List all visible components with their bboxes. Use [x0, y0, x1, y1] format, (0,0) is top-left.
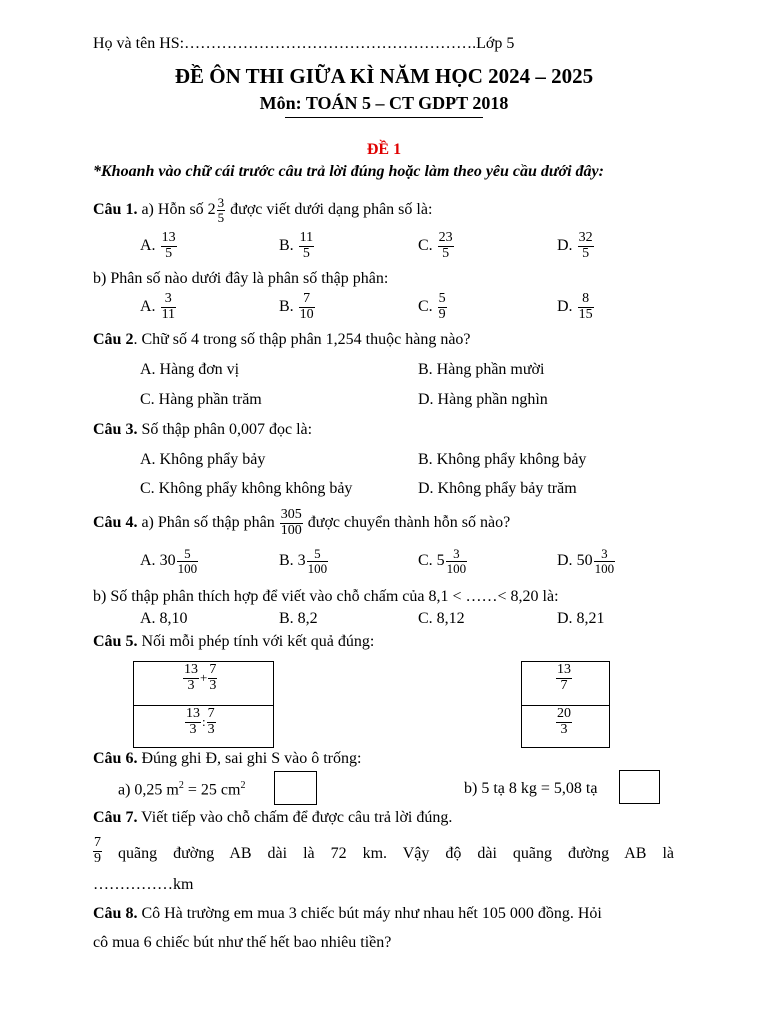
q4-b-option-c[interactable]: C. 8,12 — [418, 610, 465, 627]
exam-label: ĐỀ 1 — [366, 141, 402, 158]
q5-expression-add[interactable]: $\frac{13}{3}$ + $\frac{7}{3}$ — [184, 662, 217, 693]
q7-sentence: quãng đường AB dài là 72 km. Vậy độ dài quãng đường AB là — [118, 845, 674, 862]
q6-b-answer-box[interactable] — [619, 770, 660, 804]
q2-prompt: Câu 2. Chữ số 4 trong số thập phân 1,254 thuộc hàng nào? — [93, 331, 471, 348]
q5-result-2[interactable]: $\frac{20}{3}$ — [557, 706, 571, 737]
q1-mixed-number: 2 $\frac{3}{5}$ — [207, 195, 225, 225]
subject-line — [0, 94, 768, 112]
q4-label: Câu 4. — [93, 514, 138, 531]
q3-option-c[interactable]: C. Không phẩy không không bảy — [140, 480, 353, 497]
q3-option-b[interactable]: B. Không phẩy không bảy — [418, 451, 587, 468]
subject-name: TOÁN 5 – CT GDPT 2018 — [305, 93, 509, 113]
q1-a-text-after: được viết dưới dạng phân số là: — [230, 201, 433, 218]
q7-fraction: $\frac{7}{9}$ — [94, 835, 101, 866]
q1-label: Câu 1. — [93, 201, 138, 218]
instruction: *Khoanh vào chữ cái trước câu trả lời đúng hoặc làm theo yêu cầu dưới đây: — [93, 163, 604, 180]
q5-prompt: Câu 5. Nối mỗi phép tính với kết quả đúng: — [93, 633, 375, 650]
q3-option-a[interactable]: A. Không phẩy bảy — [140, 451, 266, 468]
q1-a-option-c[interactable]: C. $\frac{23}{5}$ — [418, 230, 453, 261]
q4-b-option-d[interactable]: D. 8,21 — [557, 610, 605, 627]
q2-label: Câu 2 — [93, 331, 134, 348]
q4-a-option-b[interactable]: B. 3 $\frac{5}{100}$ — [279, 546, 328, 576]
q6-a-statement: a) 0,25 $m^2 = 25$ $cm^2$ — [118, 780, 246, 799]
q1-b-option-d[interactable]: D. $\frac{8}{15}$ — [557, 291, 593, 322]
q4-a-option-c[interactable]: C. 5 $\frac{3}{100}$ — [418, 546, 467, 576]
q2-option-d[interactable]: D. Hàng phần nghìn — [418, 391, 548, 408]
q8-line-1: Câu 8. Cô Hà trường em mua 3 chiếc bút máy như nhau hết 105 000 đồng. Hỏi — [93, 905, 602, 922]
q3-option-d[interactable]: D. Không phẩy bảy trăm — [418, 480, 577, 497]
q4-prompt: Câu 4. a) Phân số thập phân $\frac{305}{100}$ được chuyển thành hỗn số nào? — [93, 507, 511, 538]
q4-a-option-d[interactable]: D. 50 $\frac{3}{100}$ — [557, 546, 615, 576]
exam-title: ĐỀ ÔN THI GIỮA KÌ NĂM HỌC 2024 – 2025 — [174, 64, 594, 88]
q3-prompt: Câu 3. Số thập phân 0,007 đọc là: — [93, 421, 313, 438]
q1-a-option-a[interactable]: A. $\frac{13}{5}$ — [140, 230, 176, 261]
q4-b-option-b[interactable]: B. 8,2 — [279, 610, 318, 627]
q5-left-table — [133, 661, 274, 748]
q4-b-text: b) Số thập phân thích hợp để viết vào chỗ chấm của 8,1 < ……< 8,20 là: — [93, 588, 559, 605]
q7-prompt: Câu 7. Viết tiếp vào chỗ chấm để được câu trả lời đúng. — [93, 809, 453, 826]
q2-option-a[interactable]: A. Hàng đơn vị — [140, 361, 240, 378]
q6-label: Câu 6. — [93, 750, 138, 767]
subject-prefix: Môn: — [259, 93, 302, 113]
q5-result-1[interactable]: $\frac{13}{7}$ — [557, 662, 571, 693]
q5-expression-divide[interactable]: $\frac{13}{3}$ : $\frac{7}{3}$ — [186, 706, 215, 737]
q2-option-b[interactable]: B. Hàng phần mười — [418, 361, 545, 378]
q2-option-c[interactable]: C. Hàng phần trăm — [140, 391, 262, 408]
q3-label: Câu 3. — [93, 421, 138, 438]
q4-a-option-a[interactable]: A. 30 $\frac{5}{100}$ — [140, 546, 198, 576]
q6-b-statement: b) 5 tạ 8 kg = 5,08 tạ — [464, 780, 598, 797]
q4-b-option-a[interactable]: A. 8,10 — [140, 610, 188, 627]
q1-a-text: a) Hỗn số — [141, 201, 204, 218]
q1-b-option-a[interactable]: A. $\frac{3}{11}$ — [140, 291, 176, 322]
q1-a-option-d[interactable]: D. $\frac{32}{5}$ — [557, 230, 593, 261]
q5-label: Câu 5. — [93, 633, 138, 650]
q8-line-2: cô mua 6 chiếc bút như thế hết bao nhiêu tiền? — [93, 934, 392, 951]
q1-a-option-b[interactable]: B. $\frac{11}{5}$ — [279, 230, 314, 261]
student-info-line: Họ và tên HS:……………………………………………….Lớp 5 — [93, 35, 515, 52]
q8-label: Câu 8. — [93, 905, 138, 922]
q7-answer-blank[interactable]: ……………km — [93, 876, 194, 893]
q6-a-answer-box[interactable] — [274, 771, 317, 805]
q6-prompt: Câu 6. Đúng ghi Đ, sai ghi S vào ô trống: — [93, 750, 362, 767]
q1-b-option-c[interactable]: C. $\frac{5}{9}$ — [418, 291, 446, 322]
q4-fraction: $\frac{305}{100}$ — [280, 507, 302, 538]
subject-underline — [285, 117, 483, 118]
q1-b-option-b[interactable]: B. $\frac{7}{10}$ — [279, 291, 314, 322]
q5-left-divider — [134, 705, 273, 706]
q7-label: Câu 7. — [93, 809, 138, 826]
q1-b-text: b) Phân số nào dưới đây là phân số thập phân: — [93, 270, 389, 287]
q5-right-table — [521, 661, 610, 748]
q1-prompt — [93, 196, 432, 224]
